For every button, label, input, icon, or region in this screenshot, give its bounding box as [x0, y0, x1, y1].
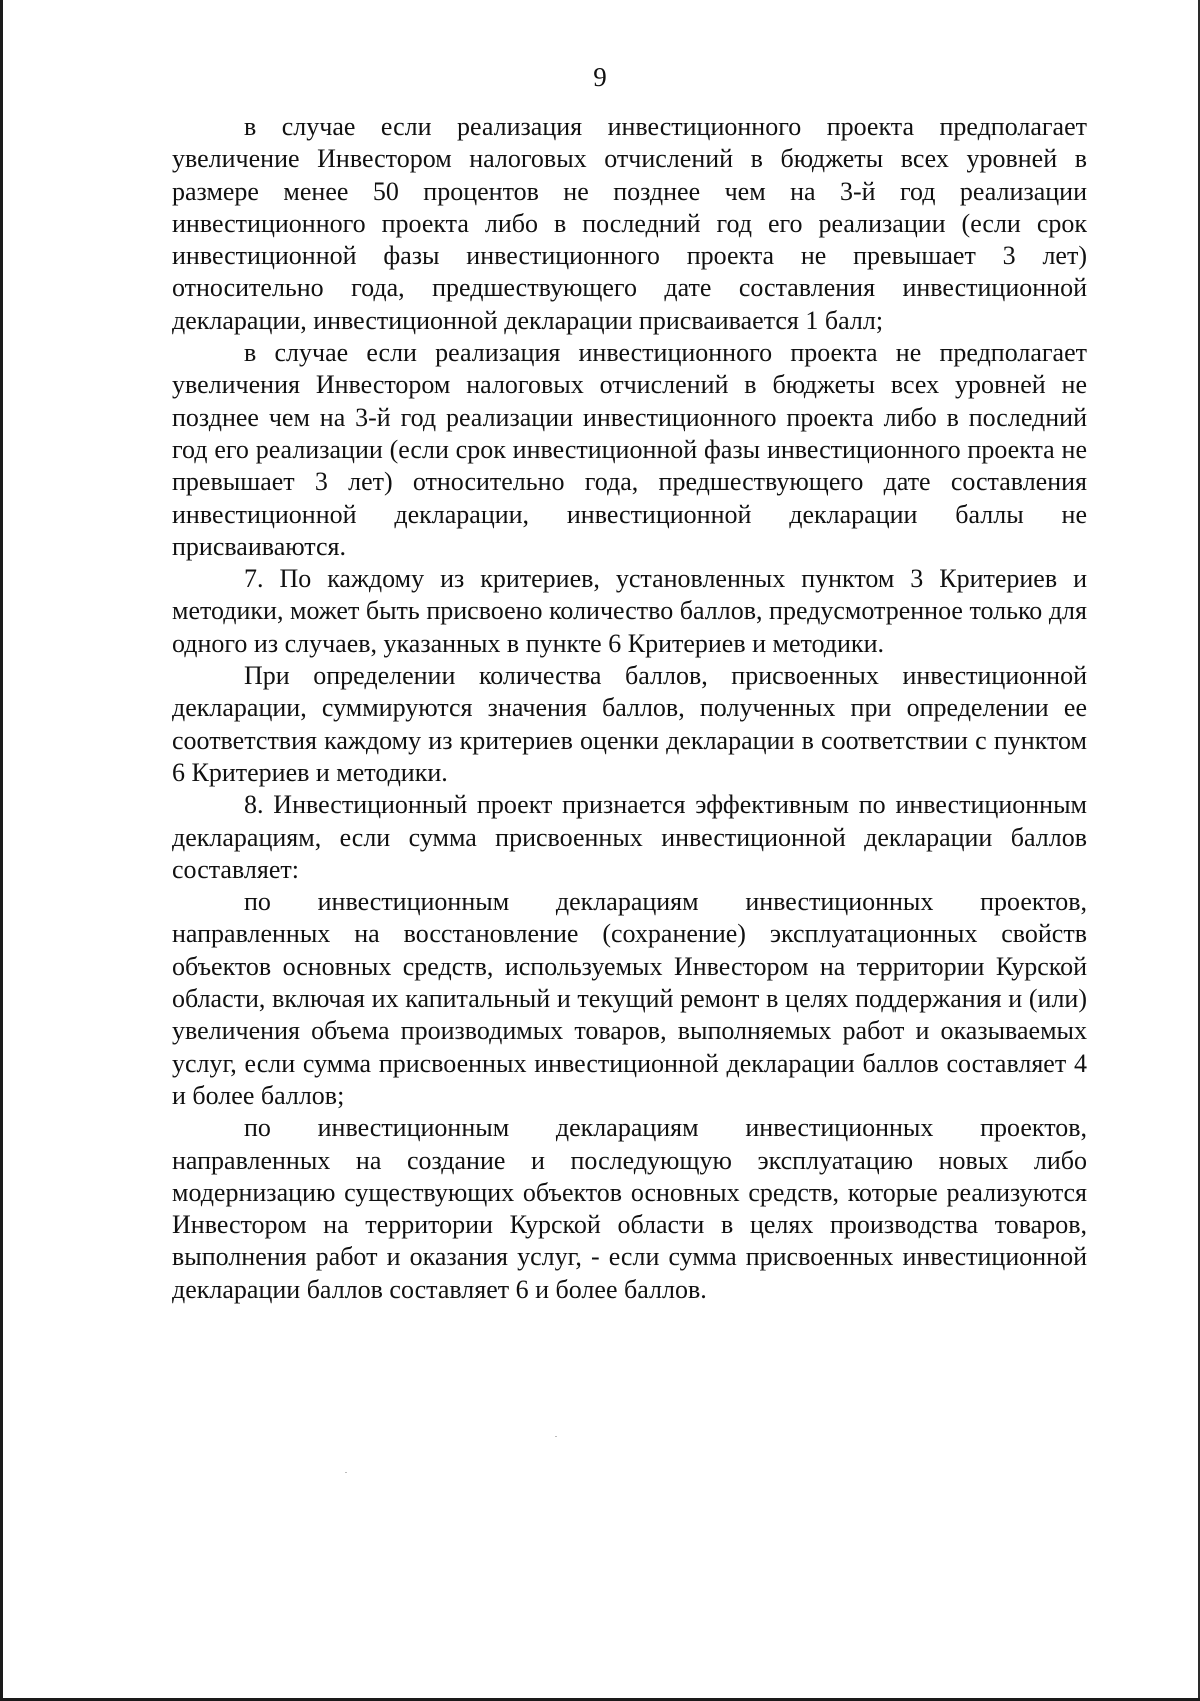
paragraph-points-0: в случае если реализация инвестиционного проекта не предполагает увеличения Инвестором налоговых отчислений в бюджеты всех уровней не позднее чем на 3-й год реализации инвестиционного проекта либо в последний год его реализации (если срок инвестиционной фазы инвестиционного проекта не превышает 3 лет) относительно года, предшествующего дате составления инвестиционной декларации, инвестиционной декларации баллы не присваиваются. [172, 338, 1087, 561]
paragraph-clause-8: 8. Инвестиционный проект признается эффективным по инвестиционным декларациям, если сумма присвоенных инвестиционной декларации баллов составляет: [172, 790, 1087, 884]
paragraph-clause-7: 7. По каждому из критериев, установленных пунктом 3 Критериев и методики, может быть присвоено количество баллов, предусмотренное только для одного из случаев, указанных в пункте 6 Критериев и методики. [172, 564, 1087, 658]
paragraph-points-1: в случае если реализация инвестиционного проекта предполагает увеличение Инвестором налоговых отчислений в бюджеты всех уровней в размере менее 50 процентов не позднее чем на 3-й год реализации инвестиционного проекта либо в последний год его реализации (если срок инвестиционной фазы инвестиционного проекта не превышает 3 лет) относительно года, предшествующего дате составления инвестиционной декларации, инвестиционной декларации присваивается 1 балл; [172, 112, 1087, 335]
scan-speck [555, 1436, 557, 1437]
paragraph-threshold-4: по инвестиционным декларациям инвестиционных проектов, направленных на восстановление (сохранение) эксплуатационных свойств объектов основных средств, используемых Инвестором на территории Курской области, включая их капитальный и текущий ремонт в целях поддержания и (или) увеличения объема производимых товаров, выполняемых работ и оказываемых услуг, если сумма присвоенных инвестиционной декларации баллов составляет 4 и более баллов; [172, 887, 1087, 1110]
document-body [172, 111, 1087, 1306]
scan-border-left [0, 0, 3, 1701]
page-number: 9 [593, 62, 607, 92]
paragraph-threshold-6: по инвестиционным декларациям инвестиционных проектов, направленных на создание и последующую эксплуатацию новых либо модернизацию существующих объектов основных средств, которые реализуются Инвестором на территории Курской области в целях производства товаров, выполнения работ и оказания услуг, - если сумма присвоенных инвестиционной декларации баллов составляет 6 и более баллов. [172, 1113, 1087, 1304]
paragraph-summation: При определении количества баллов, присвоенных инвестиционной декларации, суммируются значения баллов, полученных при определении ее соответствия каждому из критериев оценки декларации в соответствии с пунктом 6 Критериев и методики. [172, 661, 1087, 787]
scan-speck [345, 1472, 347, 1473]
